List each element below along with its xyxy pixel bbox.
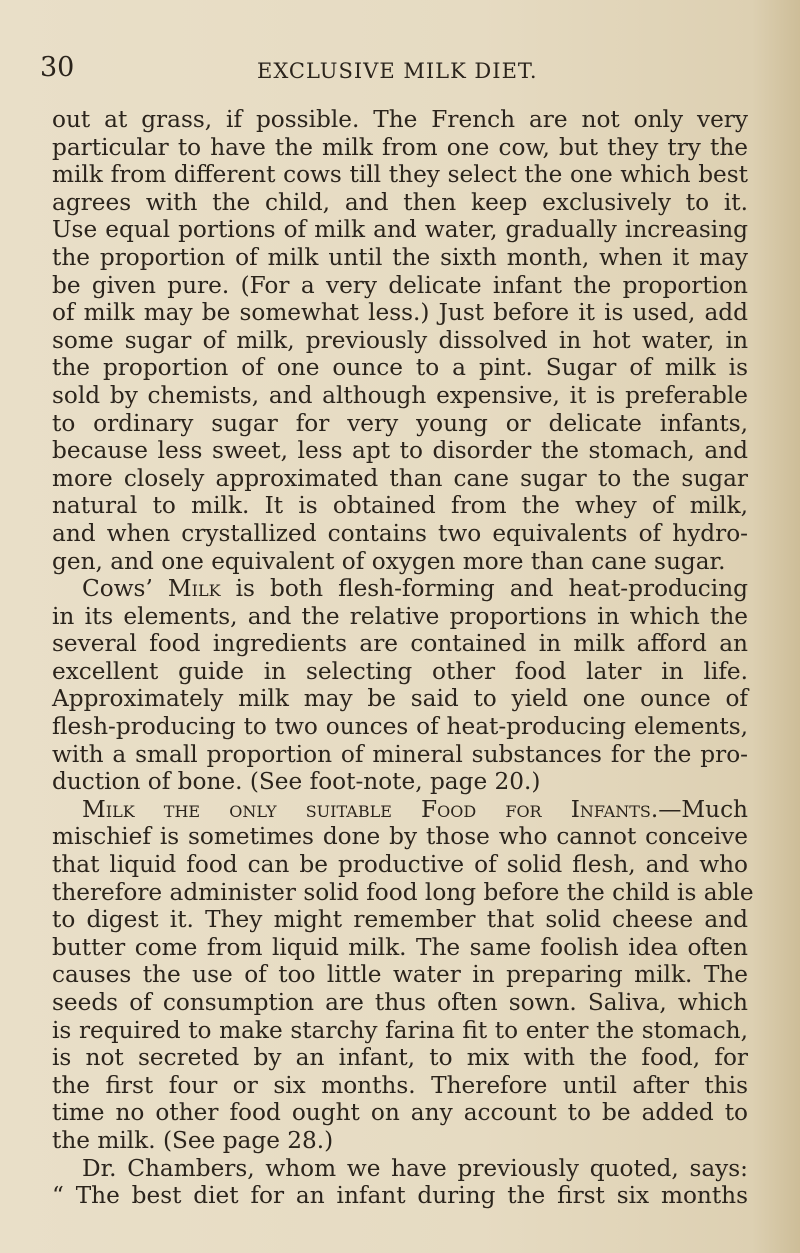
- text-run: the proportion of one ounce to a pint. Sugar of milk is: [52, 354, 748, 382]
- text-run: the proportion of milk until the sixth month, when it may: [52, 243, 748, 271]
- text-line: [52, 548, 748, 576]
- text-line: [52, 354, 748, 382]
- text-run: and when crystallized contains two equivalents of hydro-: [52, 519, 748, 547]
- text-run: out at grass, if possible. The French are not only very: [52, 106, 748, 133]
- text-run: gen, and one equivalent of oxygen more than cane sugar.: [52, 547, 726, 575]
- text-run: in its elements, and the relative proportions in which the: [52, 602, 748, 630]
- small-caps-text: Milk the only suitable Food for Infants.: [82, 795, 659, 823]
- text-run: Cows’: [82, 575, 168, 603]
- text-line: [52, 1044, 748, 1072]
- small-caps-text: Milk: [167, 575, 221, 603]
- text-line: [52, 465, 748, 493]
- running-head: [0, 50, 800, 90]
- text-line: [52, 768, 748, 796]
- text-run: milk from different cows till they select the one which best: [52, 161, 748, 189]
- text-line: [52, 878, 754, 907]
- text-run: sold by chemists, and although expensive, it is preferable: [52, 381, 748, 409]
- text-line: [52, 658, 748, 686]
- text-run: is required to make starchy farina fit to enter the stomach,: [52, 1016, 748, 1044]
- running-title: EXCLUSIVE MILK DIET.: [257, 59, 538, 83]
- text-line: [52, 630, 748, 658]
- text-line: [52, 685, 748, 713]
- text-line: [52, 575, 748, 603]
- text-line: [52, 1017, 748, 1045]
- text-line: [52, 1072, 748, 1100]
- text-run: therefore administer solid food long before the child is able: [52, 878, 754, 906]
- text-run: to ordinary sugar for very young or delicate infants,: [52, 409, 748, 437]
- text-line: [52, 1155, 748, 1183]
- text-run: natural to milk. It is obtained from the whey of milk,: [52, 492, 748, 520]
- page-number: 30: [40, 52, 75, 83]
- text-line: [52, 106, 748, 134]
- text-run: time no other food ought on any account to be added to: [52, 1099, 748, 1127]
- text-line: [52, 492, 748, 520]
- text-line: [52, 272, 748, 300]
- text-line: [52, 1127, 748, 1155]
- text-line: [52, 134, 748, 162]
- text-run: excellent guide in selecting other food later in life.: [52, 657, 748, 685]
- text-line: [52, 961, 748, 989]
- text-line: [52, 327, 748, 355]
- text-run: butter come from liquid milk. The same foolish idea often: [52, 933, 748, 961]
- text-line: [52, 437, 748, 465]
- text-run: particular to have the milk from one cow, but they try the: [52, 133, 748, 161]
- text-run: duction of bone. (See foot-note, page 20.): [52, 768, 541, 796]
- text-line: [52, 216, 748, 244]
- text-line: [52, 520, 748, 548]
- text-run: be given pure. (For a very delicate infant the proportion: [52, 271, 748, 299]
- text-line: [52, 382, 748, 410]
- text-run: of milk may be somewhat less.) Just before it is used, add: [52, 299, 748, 327]
- text-run: seeds of consumption are thus often sown. Saliva, which: [52, 989, 748, 1016]
- text-run: with a small proportion of mineral substances for the pro-: [52, 740, 748, 768]
- text-run: Use equal portions of milk and water, gradually increasing: [52, 216, 748, 244]
- text-run: Dr. Chambers, whom we have previously quoted, says:: [82, 1154, 748, 1182]
- text-run: several food ingredients are contained in milk afford an: [52, 630, 748, 658]
- text-line: [52, 244, 748, 272]
- text-run: Approximately milk may be said to yield one ounce of: [52, 685, 748, 713]
- text-line: [52, 906, 748, 934]
- text-run: the milk. (See page 28.): [52, 1126, 334, 1154]
- text-line: [52, 796, 748, 824]
- text-line: [52, 741, 748, 769]
- text-run: agrees with the child, and then keep exclusively to it.: [52, 188, 748, 216]
- text-line: [52, 989, 748, 1017]
- text-line: [52, 161, 748, 189]
- text-run: flesh-producing to two ounces of heat-producing elements,: [52, 713, 748, 741]
- text-run: “ The best diet for an infant during the first six months: [52, 1182, 748, 1210]
- text-run: mischief is sometimes done by those who cannot conceive: [52, 823, 748, 851]
- text-line: [52, 823, 748, 851]
- text-run: because less sweet, less apt to disorder the stomach, and: [52, 437, 748, 465]
- text-run: is not secreted by an infant, to mix with the food, for: [52, 1044, 748, 1072]
- text-line: [52, 189, 748, 217]
- text-run: the first four or six months. Therefore until after this: [52, 1071, 748, 1099]
- text-run: some sugar of milk, previously dissolved in hot water, in: [52, 326, 748, 354]
- text-run: —Much: [658, 795, 748, 823]
- text-run: is both flesh-forming and heat-producing: [220, 575, 748, 603]
- text-line: [52, 603, 748, 631]
- text-line: [52, 1099, 748, 1127]
- text-run: more closely approximated than cane sugar to the sugar: [52, 464, 748, 492]
- text-line: [52, 713, 748, 741]
- text-line: [52, 934, 748, 962]
- text-line: [52, 1182, 748, 1210]
- text-line: [52, 410, 748, 438]
- text-line: [52, 851, 748, 879]
- body-text: [52, 106, 754, 1210]
- text-line: [52, 299, 748, 327]
- text-run: to digest it. They might remember that solid cheese and: [52, 906, 748, 934]
- text-run: causes the use of too little water in preparing milk. The: [52, 961, 748, 989]
- text-run: that liquid food can be productive of solid flesh, and who: [52, 851, 748, 879]
